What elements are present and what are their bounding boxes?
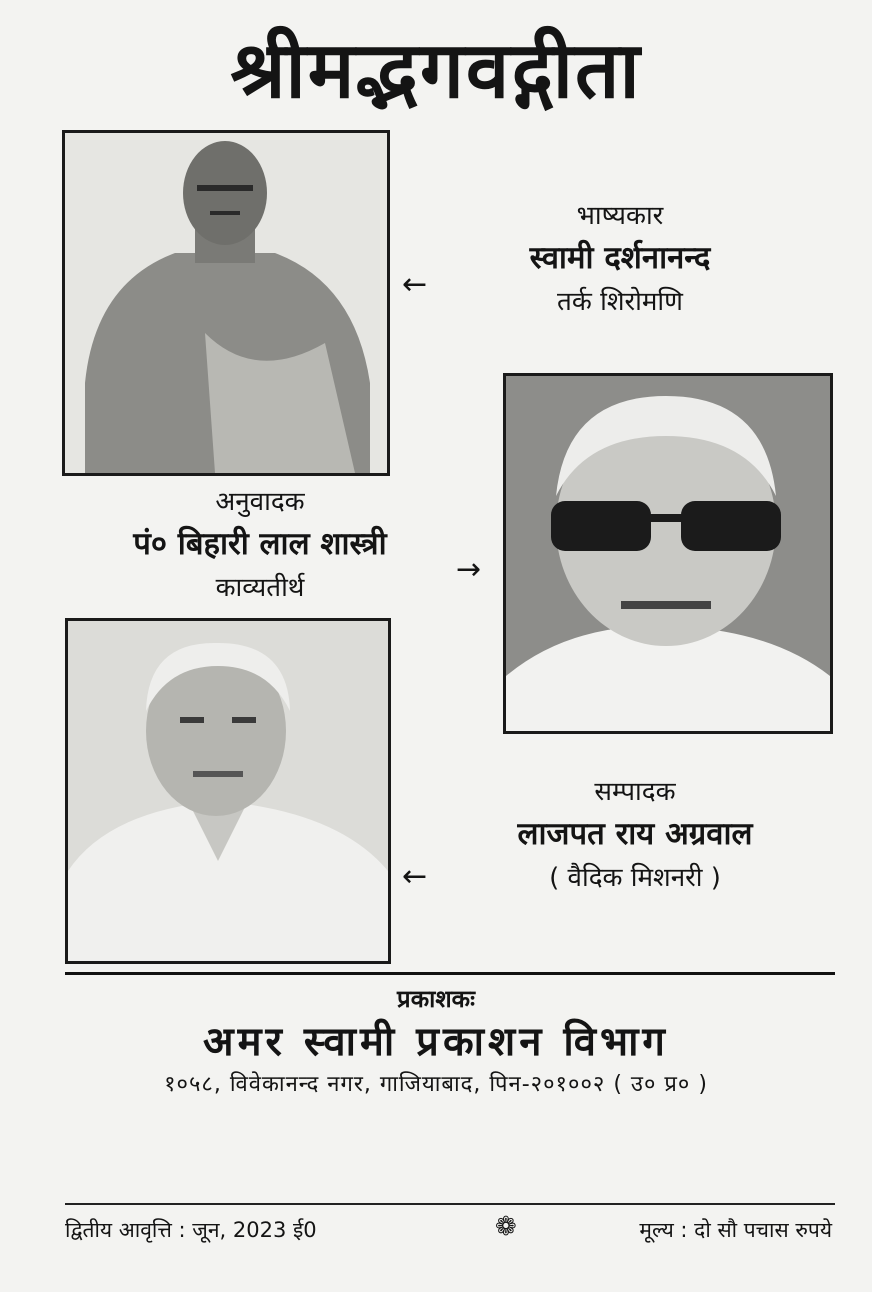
editor-arrow: ←	[402, 859, 428, 894]
translator-photo	[503, 373, 833, 734]
edition-info: द्वितीय आवृत्ति : जून, 2023 ई0	[65, 1218, 317, 1242]
editor-block	[450, 772, 820, 894]
translator-name: पं० बिहारी लाल शास्त्री	[133, 526, 387, 562]
commentator-block	[470, 196, 770, 318]
editor-title: ( वैदिक मिशनरी )	[549, 863, 721, 893]
publisher-label: प्रकाशकः	[397, 985, 475, 1013]
flower-ornament-icon: ❁	[495, 1212, 517, 1242]
translator-block	[60, 482, 460, 604]
editor-name: लाजपत राय अग्रवाल	[517, 816, 753, 852]
commentator-photo	[62, 130, 390, 476]
publisher-name: अमर स्वामी प्रकाशन विभाग	[203, 1019, 669, 1065]
editor-photo	[65, 618, 391, 964]
commentator-name: स्वामी दर्शनानन्द	[529, 240, 711, 276]
commentator-role: भाष्यकार	[576, 201, 664, 231]
commentator-arrow: ←	[402, 267, 428, 302]
publisher-address: १०५८, विवेकानन्द नगर, गाजियाबाद, पिन-२०१००२ ( उ० प्र० )	[164, 1072, 708, 1097]
footer-divider	[65, 1203, 835, 1205]
translator-arrow: →	[456, 552, 482, 587]
translator-role: अनुवादक	[215, 487, 305, 517]
editor-role: सम्पादक	[594, 777, 676, 807]
translator-title: काव्यतीर्थ	[215, 573, 305, 603]
page-title: श्रीमद्भगवद्गीता	[230, 26, 642, 116]
commentator-title: तर्क शिरोमणि	[557, 287, 683, 317]
price-info: मूल्य : दो सौ पचास रुपये	[639, 1218, 832, 1242]
publisher-divider	[65, 972, 835, 975]
